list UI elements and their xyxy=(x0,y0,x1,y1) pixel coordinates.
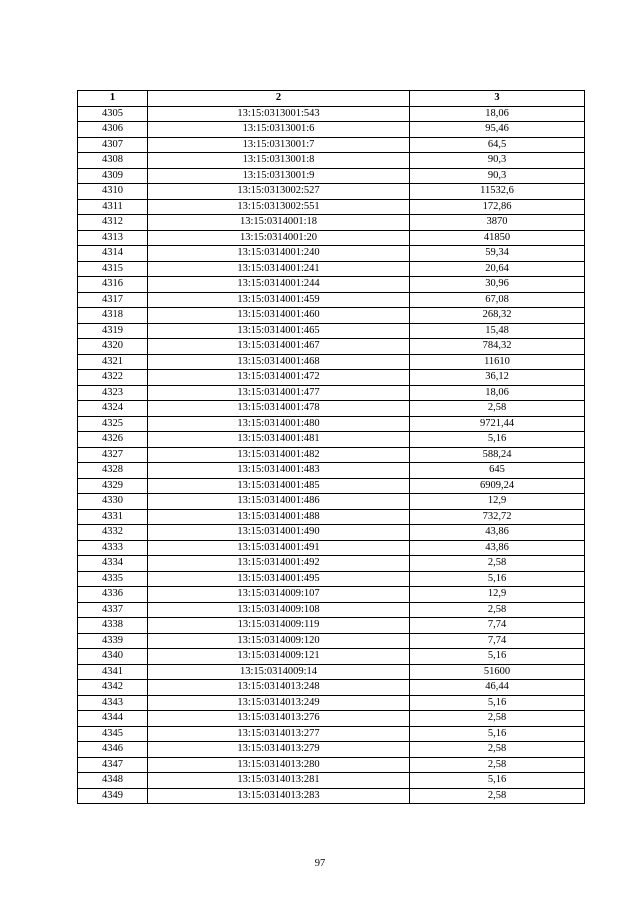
cadastral-number-cell: 13:15:0314001:240 xyxy=(148,246,410,262)
row-number-cell: 4348 xyxy=(78,773,148,789)
cadastral-number-cell: 13:15:0314013:276 xyxy=(148,711,410,727)
row-number-cell: 4339 xyxy=(78,633,148,649)
table-row xyxy=(78,447,585,463)
row-number-cell: 4349 xyxy=(78,788,148,804)
table-row xyxy=(78,540,585,556)
table-row xyxy=(78,525,585,541)
value-cell: 2,58 xyxy=(410,602,585,618)
cadastral-number-cell: 13:15:0314001:483 xyxy=(148,463,410,479)
table-row xyxy=(78,370,585,386)
value-cell: 11610 xyxy=(410,354,585,370)
cadastral-number-cell: 13:15:0314001:465 xyxy=(148,323,410,339)
row-number-cell: 4334 xyxy=(78,556,148,572)
cadastral-number-cell: 13:15:0314001:491 xyxy=(148,540,410,556)
column-header-1: 1 xyxy=(78,91,148,107)
row-number-cell: 4335 xyxy=(78,571,148,587)
value-cell: 3870 xyxy=(410,215,585,231)
cadastral-number-cell: 13:15:0314013:279 xyxy=(148,742,410,758)
value-cell: 30,96 xyxy=(410,277,585,293)
data-table xyxy=(77,90,585,804)
value-cell: 2,58 xyxy=(410,788,585,804)
cadastral-number-cell: 13:15:0314001:20 xyxy=(148,230,410,246)
cadastral-number-cell: 13:15:0314001:472 xyxy=(148,370,410,386)
value-cell: 5,16 xyxy=(410,695,585,711)
table-row xyxy=(78,308,585,324)
value-cell: 90,3 xyxy=(410,168,585,184)
value-cell: 67,08 xyxy=(410,292,585,308)
row-number-cell: 4325 xyxy=(78,416,148,432)
table-row xyxy=(78,401,585,417)
value-cell: 41850 xyxy=(410,230,585,246)
cadastral-number-cell: 13:15:0314001:480 xyxy=(148,416,410,432)
table-row xyxy=(78,106,585,122)
table-row xyxy=(78,261,585,277)
cadastral-number-cell: 13:15:0314013:248 xyxy=(148,680,410,696)
cadastral-number-cell: 13:15:0314013:280 xyxy=(148,757,410,773)
value-cell: 784,32 xyxy=(410,339,585,355)
value-cell: 11532,6 xyxy=(410,184,585,200)
row-number-cell: 4320 xyxy=(78,339,148,355)
value-cell: 18,06 xyxy=(410,106,585,122)
cadastral-number-cell: 13:15:0314009:121 xyxy=(148,649,410,665)
row-number-cell: 4321 xyxy=(78,354,148,370)
row-number-cell: 4309 xyxy=(78,168,148,184)
table-row xyxy=(78,633,585,649)
cadastral-number-cell: 13:15:0314001:485 xyxy=(148,478,410,494)
cadastral-number-cell: 13:15:0313002:527 xyxy=(148,184,410,200)
row-number-cell: 4343 xyxy=(78,695,148,711)
table-row xyxy=(78,432,585,448)
table-row xyxy=(78,695,585,711)
value-cell: 95,46 xyxy=(410,122,585,138)
table-row xyxy=(78,788,585,804)
table-row xyxy=(78,122,585,138)
value-cell: 43,86 xyxy=(410,540,585,556)
row-number-cell: 4337 xyxy=(78,602,148,618)
cadastral-number-cell: 13:15:0314009:14 xyxy=(148,664,410,680)
cadastral-number-cell: 13:15:0314001:460 xyxy=(148,308,410,324)
row-number-cell: 4331 xyxy=(78,509,148,525)
value-cell: 5,16 xyxy=(410,726,585,742)
row-number-cell: 4326 xyxy=(78,432,148,448)
row-number-cell: 4323 xyxy=(78,385,148,401)
table-row xyxy=(78,649,585,665)
row-number-cell: 4344 xyxy=(78,711,148,727)
cadastral-number-cell: 13:15:0314001:468 xyxy=(148,354,410,370)
table-row xyxy=(78,137,585,153)
cadastral-number-cell: 13:15:0314009:107 xyxy=(148,587,410,603)
value-cell: 36,12 xyxy=(410,370,585,386)
value-cell: 5,16 xyxy=(410,432,585,448)
table-row xyxy=(78,168,585,184)
row-number-cell: 4329 xyxy=(78,478,148,494)
cadastral-number-cell: 13:15:0314013:283 xyxy=(148,788,410,804)
table-row xyxy=(78,509,585,525)
value-cell: 18,06 xyxy=(410,385,585,401)
cadastral-number-cell: 13:15:0314001:492 xyxy=(148,556,410,572)
row-number-cell: 4345 xyxy=(78,726,148,742)
row-number-cell: 4346 xyxy=(78,742,148,758)
page-number: 97 xyxy=(314,858,326,869)
table-row xyxy=(78,277,585,293)
value-cell: 5,16 xyxy=(410,773,585,789)
value-cell: 2,58 xyxy=(410,711,585,727)
table-row xyxy=(78,618,585,634)
table-row xyxy=(78,757,585,773)
table-row xyxy=(78,215,585,231)
table-row xyxy=(78,184,585,200)
table-row xyxy=(78,292,585,308)
cadastral-number-cell: 13:15:0313001:7 xyxy=(148,137,410,153)
row-number-cell: 4308 xyxy=(78,153,148,169)
cadastral-number-cell: 13:15:0314001:495 xyxy=(148,571,410,587)
table-row xyxy=(78,556,585,572)
value-cell: 51600 xyxy=(410,664,585,680)
row-number-cell: 4317 xyxy=(78,292,148,308)
table-row xyxy=(78,416,585,432)
value-cell: 12,9 xyxy=(410,587,585,603)
table-row xyxy=(78,153,585,169)
table-row xyxy=(78,571,585,587)
row-number-cell: 4307 xyxy=(78,137,148,153)
cadastral-number-cell: 13:15:0314001:478 xyxy=(148,401,410,417)
row-number-cell: 4327 xyxy=(78,447,148,463)
row-number-cell: 4330 xyxy=(78,494,148,510)
row-number-cell: 4314 xyxy=(78,246,148,262)
row-number-cell: 4340 xyxy=(78,649,148,665)
cadastral-number-cell: 13:15:0314001:490 xyxy=(148,525,410,541)
row-number-cell: 4332 xyxy=(78,525,148,541)
table-row xyxy=(78,230,585,246)
value-cell: 12,9 xyxy=(410,494,585,510)
cadastral-number-cell: 13:15:0314001:241 xyxy=(148,261,410,277)
table-row xyxy=(78,494,585,510)
row-number-cell: 4311 xyxy=(78,199,148,215)
value-cell: 43,86 xyxy=(410,525,585,541)
cadastral-number-cell: 13:15:0314013:249 xyxy=(148,695,410,711)
row-number-cell: 4316 xyxy=(78,277,148,293)
table-row xyxy=(78,587,585,603)
table-row xyxy=(78,742,585,758)
value-cell: 90,3 xyxy=(410,153,585,169)
row-number-cell: 4333 xyxy=(78,540,148,556)
cadastral-number-cell: 13:15:0313001:9 xyxy=(148,168,410,184)
value-cell: 15,48 xyxy=(410,323,585,339)
row-number-cell: 4336 xyxy=(78,587,148,603)
value-cell: 7,74 xyxy=(410,633,585,649)
cadastral-number-cell: 13:15:0314009:108 xyxy=(148,602,410,618)
value-cell: 5,16 xyxy=(410,571,585,587)
cadastral-number-cell: 13:15:0314001:486 xyxy=(148,494,410,510)
value-cell: 2,58 xyxy=(410,401,585,417)
row-number-cell: 4310 xyxy=(78,184,148,200)
table-row xyxy=(78,726,585,742)
table-row xyxy=(78,354,585,370)
value-cell: 172,86 xyxy=(410,199,585,215)
cadastral-number-cell: 13:15:0314001:459 xyxy=(148,292,410,308)
table-row xyxy=(78,602,585,618)
column-header-2: 2 xyxy=(148,91,410,107)
value-cell: 7,74 xyxy=(410,618,585,634)
cadastral-number-cell: 13:15:0313002:551 xyxy=(148,199,410,215)
table-row xyxy=(78,339,585,355)
cadastral-number-cell: 13:15:0314001:481 xyxy=(148,432,410,448)
table-row xyxy=(78,463,585,479)
value-cell: 732,72 xyxy=(410,509,585,525)
value-cell: 268,32 xyxy=(410,308,585,324)
cadastral-number-cell: 13:15:0314001:488 xyxy=(148,509,410,525)
table-row xyxy=(78,478,585,494)
cadastral-number-cell: 13:15:0314001:18 xyxy=(148,215,410,231)
table-row xyxy=(78,680,585,696)
value-cell: 2,58 xyxy=(410,742,585,758)
cadastral-number-cell: 13:15:0314001:467 xyxy=(148,339,410,355)
row-number-cell: 4318 xyxy=(78,308,148,324)
cadastral-number-cell: 13:15:0314013:277 xyxy=(148,726,410,742)
value-cell: 6909,24 xyxy=(410,478,585,494)
cadastral-number-cell: 13:15:0314009:119 xyxy=(148,618,410,634)
row-number-cell: 4328 xyxy=(78,463,148,479)
column-header-3: 3 xyxy=(410,91,585,107)
value-cell: 20,64 xyxy=(410,261,585,277)
table-row xyxy=(78,773,585,789)
cadastral-number-cell: 13:15:0313001:8 xyxy=(148,153,410,169)
row-number-cell: 4313 xyxy=(78,230,148,246)
value-cell: 2,58 xyxy=(410,556,585,572)
value-cell: 46,44 xyxy=(410,680,585,696)
value-cell: 9721,44 xyxy=(410,416,585,432)
value-cell: 588,24 xyxy=(410,447,585,463)
table-row xyxy=(78,664,585,680)
table-header-row xyxy=(78,91,585,107)
row-number-cell: 4341 xyxy=(78,664,148,680)
cadastral-number-cell: 13:15:0314001:477 xyxy=(148,385,410,401)
cadastral-number-cell: 13:15:0313001:543 xyxy=(148,106,410,122)
table-row xyxy=(78,246,585,262)
value-cell: 2,58 xyxy=(410,757,585,773)
cadastral-number-cell: 13:15:0314001:482 xyxy=(148,447,410,463)
row-number-cell: 4324 xyxy=(78,401,148,417)
table-body xyxy=(78,106,585,804)
cadastral-number-cell: 13:15:0314013:281 xyxy=(148,773,410,789)
value-cell: 64,5 xyxy=(410,137,585,153)
row-number-cell: 4305 xyxy=(78,106,148,122)
row-number-cell: 4347 xyxy=(78,757,148,773)
row-number-cell: 4338 xyxy=(78,618,148,634)
value-cell: 59,34 xyxy=(410,246,585,262)
table-row xyxy=(78,323,585,339)
cadastral-number-cell: 13:15:0314001:244 xyxy=(148,277,410,293)
cadastral-number-cell: 13:15:0314009:120 xyxy=(148,633,410,649)
value-cell: 645 xyxy=(410,463,585,479)
cadastral-number-cell: 13:15:0313001:6 xyxy=(148,122,410,138)
row-number-cell: 4315 xyxy=(78,261,148,277)
table-row xyxy=(78,711,585,727)
row-number-cell: 4322 xyxy=(78,370,148,386)
value-cell: 5,16 xyxy=(410,649,585,665)
row-number-cell: 4312 xyxy=(78,215,148,231)
row-number-cell: 4342 xyxy=(78,680,148,696)
table-row xyxy=(78,199,585,215)
table-row xyxy=(78,385,585,401)
row-number-cell: 4319 xyxy=(78,323,148,339)
row-number-cell: 4306 xyxy=(78,122,148,138)
